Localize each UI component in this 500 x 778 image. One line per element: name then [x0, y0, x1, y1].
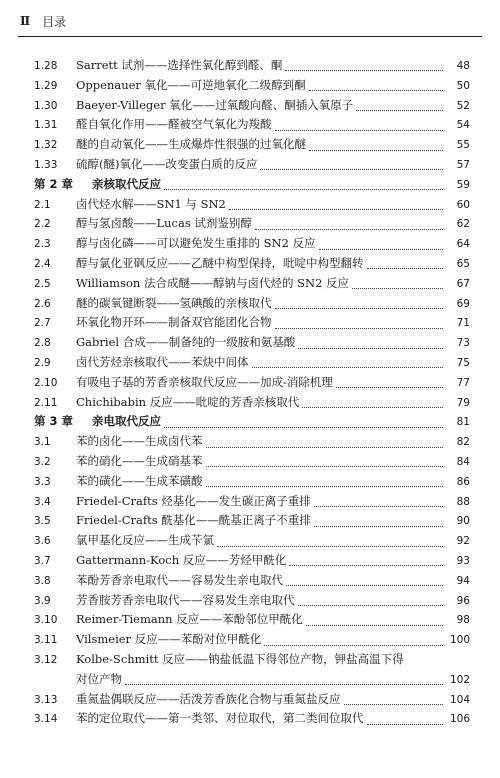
- toc-section-number: 3.3: [34, 475, 51, 488]
- toc-entry-row[interactable]: [34, 492, 470, 512]
- toc-leader-dots: [229, 199, 443, 210]
- toc-entry-row[interactable]: [34, 650, 470, 670]
- toc-section-number: 1.30: [34, 99, 58, 112]
- toc-section-number: 3.11: [34, 634, 58, 647]
- toc-section-number: 3.13: [34, 693, 58, 706]
- toc-entry-title: 苯的磺化——生成苯磺酸: [76, 473, 203, 488]
- toc-section-number: 3.5: [34, 515, 51, 528]
- toc-entry-row[interactable]: [34, 76, 470, 96]
- toc-page-number: 62: [456, 218, 470, 231]
- toc-entry-title: 苯的硝化——生成硝基苯: [76, 453, 203, 468]
- toc-entry-title: 卤代芳烃亲核取代——苯炔中间体: [76, 354, 249, 369]
- toc-section-number: 2.3: [34, 238, 51, 251]
- toc-entry-title: 醇与氯化亚砜反应——乙醚中构型保持，吡啶中构型翻转: [76, 255, 364, 270]
- toc-page-number: 54: [456, 119, 470, 132]
- toc-entry-title: Friedel-Crafts 酰基化——酰基正离子不重排: [76, 513, 311, 528]
- toc-entry-row[interactable]: [34, 333, 470, 353]
- toc-page-number: 65: [456, 257, 470, 270]
- toc-page-number: 102: [449, 673, 470, 686]
- toc-leader-dots: [264, 635, 443, 646]
- toc-leader-dots: [275, 298, 444, 309]
- toc-section-number: 2.4: [34, 257, 51, 270]
- toc-leader-dots: [286, 575, 443, 586]
- toc-entry-row[interactable]: [34, 274, 470, 294]
- toc-leader-dots: [164, 417, 443, 428]
- toc-page-number: 104: [449, 693, 470, 706]
- toc-section-number: 3.10: [34, 614, 58, 627]
- toc-entry-row[interactable]: [34, 690, 470, 710]
- toc-section-number: 3.4: [34, 495, 51, 508]
- toc-leader-dots: [298, 595, 444, 606]
- toc-chapter-row[interactable]: [34, 412, 470, 432]
- toc-entry-title: Friedel-Crafts 烃基化——发生碳正离子重排: [76, 493, 311, 508]
- toc-page-number: 82: [456, 436, 470, 449]
- toc-section-number: 1.29: [34, 79, 58, 92]
- toc-leader-dots: [275, 318, 444, 329]
- toc-entry-row[interactable]: [34, 670, 470, 690]
- toc-entry-title: 醛自氧化作用——醛被空气氧化为羧酸: [76, 117, 272, 132]
- toc-section-number: 1.28: [34, 60, 58, 72]
- toc-leader-dots: [206, 456, 444, 467]
- toc-entry-title: 苯酚芳香亲电取代——容易发生亲电取代: [76, 572, 283, 587]
- toc-page-number: 86: [456, 475, 470, 488]
- page-header: [20, 10, 480, 32]
- toc-page-number: 67: [456, 277, 470, 290]
- toc-entry-title: 醚的自动氧化——生成爆炸性很强的过氧化醚: [76, 137, 306, 152]
- toc-page-number: 96: [456, 594, 470, 607]
- toc-entry-title: Sarrett 试剂——选择性氧化醇到醛、酮: [76, 58, 283, 72]
- toc-leader-dots: [344, 694, 444, 705]
- toc-leader-dots: [367, 714, 444, 725]
- page-number: Ⅱ: [20, 14, 31, 28]
- toc-page-number: 79: [456, 396, 470, 409]
- toc-entry-title: 亲核取代反应: [92, 176, 161, 191]
- toc-entry-title: Oppenauer 氧化——可逆地氧化二级醇到酮: [76, 77, 306, 92]
- toc-page-number: 73: [456, 337, 470, 350]
- toc-entry-title: 芳香胺芳香亲电取代——容易发生亲电取代: [76, 592, 295, 607]
- toc-entry-title: 苯的定位取代——第一类邻、对位取代，第二类间位取代: [76, 711, 364, 726]
- toc-leader-dots: [275, 120, 444, 131]
- toc-leader-dots: [356, 100, 443, 111]
- toc-section-number: 2.10: [34, 376, 58, 389]
- toc-page-number: 88: [456, 495, 470, 508]
- toc-entry-title: 有吸电子基的芳香亲核取代反应——加成-消除机理: [76, 374, 333, 389]
- toc-page-number: 106: [449, 713, 470, 726]
- toc-page-number: 57: [456, 158, 470, 171]
- toc-leader-dots: [309, 140, 443, 151]
- toc-entry-title: Gabriel 合成——制备纯的一级胺和氨基酸: [76, 335, 296, 350]
- running-title: 目录: [42, 14, 67, 29]
- toc-entry-row[interactable]: [34, 630, 470, 650]
- toc-page-number: 84: [456, 455, 470, 468]
- toc-page-number: 81: [456, 416, 470, 429]
- toc-section-number: 3.8: [34, 574, 51, 587]
- toc-entry-row[interactable]: [34, 353, 470, 373]
- toc-section-number: 3.1: [34, 436, 51, 449]
- toc-entry-row[interactable]: [34, 234, 470, 254]
- toc-entry-row[interactable]: [34, 294, 470, 314]
- header-rule: [18, 36, 482, 37]
- toc-entry-row[interactable]: [34, 531, 470, 551]
- toc-entry-title: 环氧化物开环——制备双官能团化合物: [76, 315, 272, 330]
- toc-page-number: 48: [456, 60, 470, 72]
- toc-section-number: 3.12: [34, 653, 58, 666]
- toc-entry-title: Reimer-Tiemann 反应——苯酚邻位甲酰化: [76, 612, 303, 627]
- toc-leader-dots: [285, 60, 443, 71]
- toc-entry-row[interactable]: [34, 254, 470, 274]
- toc-leader-dots: [255, 219, 443, 230]
- toc-page-number: 60: [456, 198, 470, 211]
- toc-leader-dots: [252, 357, 444, 368]
- toc-leader-dots: [336, 377, 443, 388]
- toc-entry-row[interactable]: [34, 709, 470, 729]
- toc-section-number: 第 2 章: [34, 176, 74, 191]
- toc-leader-dots: [319, 239, 443, 250]
- toc-page-number: 94: [456, 574, 470, 587]
- toc-section-number: 3.7: [34, 554, 51, 567]
- toc-entry-title: 醇与卤化磷——可以避免发生重排的 SN2 反应: [76, 236, 316, 251]
- toc-entry-row[interactable]: [34, 432, 470, 452]
- toc-entry-title: 对位产物: [76, 671, 122, 686]
- toc-leader-dots: [260, 159, 443, 170]
- toc-page-number: 64: [456, 238, 470, 251]
- toc-section-number: 第 3 章: [34, 414, 74, 429]
- toc-page-number: 92: [456, 535, 470, 548]
- toc-leader-dots: [314, 516, 443, 527]
- toc-leader-dots: [298, 338, 443, 349]
- toc-leader-dots: [164, 179, 443, 190]
- toc-entry-row[interactable]: [34, 591, 470, 611]
- toc-section-number: 2.8: [34, 337, 51, 350]
- toc-section-number: 1.31: [34, 119, 58, 132]
- toc-leader-dots: [206, 437, 444, 448]
- toc-entry-title: 醚的碳氧键断裂——氢碘酸的亲核取代: [76, 295, 272, 310]
- toc-leader-dots: [206, 476, 444, 487]
- toc-entry-title: Baeyer-Villeger 氧化——过氧酸向醛、酮插入氧原子: [76, 97, 354, 112]
- toc-entry-row[interactable]: [34, 511, 470, 531]
- toc-section-number: 2.6: [34, 297, 51, 310]
- toc-leader-dots: [352, 278, 443, 289]
- toc-entry-row[interactable]: [34, 96, 470, 116]
- toc-leader-dots: [289, 555, 443, 566]
- toc-section-number: 3.9: [34, 594, 51, 607]
- toc-section-number: 3.2: [34, 455, 51, 468]
- toc-leader-dots: [306, 615, 443, 626]
- toc-entry-row[interactable]: [34, 472, 470, 492]
- toc-entry-row[interactable]: [34, 135, 470, 155]
- toc-entry-title: Williamson 法合成醚——醇钠与卤代烃的 SN2 反应: [76, 275, 350, 290]
- toc-leader-dots: [314, 496, 443, 507]
- toc-entry-title: 亲电取代反应: [92, 414, 161, 429]
- toc-entry-row[interactable]: [34, 551, 470, 571]
- toc-entry-row[interactable]: [34, 195, 470, 215]
- toc-entry-title: Vilsmeier 反应——苯酚对位甲酰化: [76, 632, 262, 647]
- toc-page-number: 52: [456, 99, 470, 112]
- toc-section-number: 2.5: [34, 277, 51, 290]
- toc-leader-dots: [302, 397, 443, 408]
- toc-page-number: 77: [456, 376, 470, 389]
- toc-page-number: 55: [456, 139, 470, 152]
- toc-entry-row[interactable]: [34, 214, 470, 234]
- toc-entry-title: 醇与氢卤酸——Lucas 试剂鉴别醇: [76, 216, 252, 231]
- toc-page-number: 90: [456, 515, 470, 528]
- toc-entry-row[interactable]: [34, 155, 470, 175]
- toc-entry-title: 苯的卤化——生成卤代苯: [76, 434, 203, 449]
- toc-page-number: 71: [456, 317, 470, 330]
- toc-entry-row[interactable]: [34, 115, 470, 135]
- toc-entry-row[interactable]: [34, 452, 470, 472]
- toc-page-number: 50: [456, 79, 470, 92]
- toc-page-number: 100: [449, 634, 470, 647]
- toc-entry-row[interactable]: [34, 373, 470, 393]
- toc-entry-title: Kolbe-Schmitt 反应——钠盐低温下得邻位产物，钾盐高温下得: [76, 651, 404, 666]
- toc-section-number: 2.7: [34, 317, 51, 330]
- toc-section-number: 2.11: [34, 396, 58, 409]
- toc-section-number: 2.9: [34, 356, 51, 369]
- toc-leader-dots: [217, 536, 443, 547]
- toc-section-number: 2.1: [34, 198, 51, 211]
- toc-entry-row[interactable]: [34, 56, 470, 76]
- toc-chapter-row[interactable]: [34, 175, 470, 195]
- toc-section-number: 2.2: [34, 218, 51, 231]
- toc-section-number: 3.14: [34, 713, 58, 726]
- toc-page-number: 98: [456, 614, 470, 627]
- toc-entry-row[interactable]: [34, 571, 470, 591]
- toc-page-number: 69: [456, 297, 470, 310]
- toc-entry-row[interactable]: [34, 393, 470, 413]
- toc-entry-title: 卤代烃水解——SN1 与 SN2: [76, 196, 226, 211]
- toc-section-number: 3.6: [34, 535, 51, 548]
- toc-entry-title: Gattermann-Koch 反应——芳烃甲酰化: [76, 552, 287, 567]
- toc-page-number: 75: [456, 356, 470, 369]
- toc-entry-title: Chichibabin 反应——吡啶的芳香亲核取代: [76, 394, 300, 409]
- toc-section-number: 1.33: [34, 158, 58, 171]
- toc-entry-title: 氯甲基化反应——生成苄氯: [76, 533, 214, 548]
- toc-entry-row[interactable]: [34, 610, 470, 630]
- toc-leader-dots: [367, 258, 444, 269]
- toc-entry-row[interactable]: [34, 313, 470, 333]
- toc-entry-title: 硫醇(醚)氧化——改变蛋白质的反应: [76, 156, 258, 171]
- toc-page-number: 93: [456, 554, 470, 567]
- toc-entry-title: 重氮盐偶联反应——活泼芳香族化合物与重氮盐反应: [76, 691, 341, 706]
- table-of-contents: [34, 56, 470, 729]
- toc-page-number: 59: [456, 178, 470, 191]
- toc-section-number: 1.32: [34, 139, 58, 152]
- toc-leader-dots: [125, 674, 443, 685]
- toc-leader-dots: [309, 80, 443, 91]
